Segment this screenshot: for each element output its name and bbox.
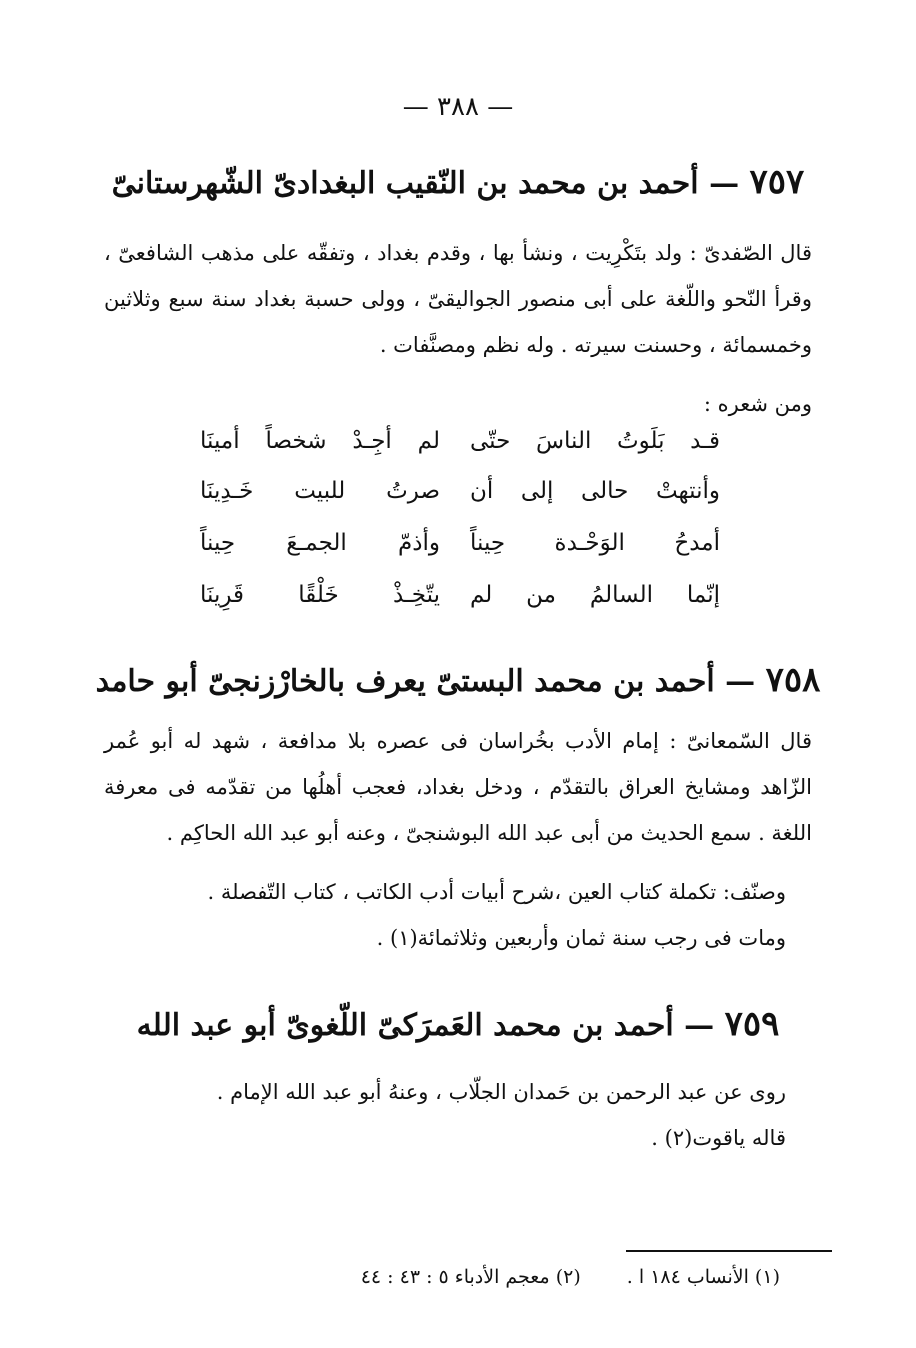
footnote-1: (١) الأنساب ١٨٤ ا . — [626, 1266, 780, 1288]
entry-title: — أحمد بن محمد العَمرَكىّ اللّغوىّ أبو عبد الله — [136, 1008, 715, 1043]
entry-758-death: ومات فى رجب سنة ثمان وأربعين وثلاثمائة(١) . — [376, 926, 786, 950]
entry-759-heading — [60, 1004, 856, 1044]
poem-intro: ومن شعره : — [703, 392, 812, 416]
entry-title: — أحمد بن محمد بن النّقيب البغدادىّ الشّهرستانىّ — [111, 166, 740, 201]
verse — [200, 582, 720, 632]
entry-title: — أحمد بن محمد البستىّ يعرف بالخارْزنجىّ أبو حامد — [95, 664, 756, 699]
entry-757-heading — [60, 162, 856, 202]
verse-second-hemistich: يتّخِـذْ خَلْقًا قَرِينَا — [200, 582, 440, 608]
verse — [200, 428, 720, 478]
footnote-divider — [626, 1250, 832, 1252]
verse — [200, 530, 720, 580]
verse — [200, 478, 720, 528]
entry-759-source: قاله ياقوت(٢) . — [651, 1126, 786, 1150]
page-number: — ٣٨٨ — — [402, 92, 514, 122]
verse-first-hemistich: إنّما السالمُ من لم — [470, 582, 720, 608]
entry-758-heading — [60, 660, 856, 700]
verse-first-hemistich: أمدحُ الوَحْـدة حِيناً — [470, 530, 720, 556]
entry-757-paragraph: قال الصّفدىّ : ولد بتَكْرِيت ، ونشأ بها ، وقدم بغداد ، وتفقّه على مذهب الشافعىّ ، وقرأ النّحو واللّغة على أبى منصور الجواليقىّ ، وولى حسبة بغداد سنة سبع وثلاثين وخمسمائة ، وحسنت سيرته . وله نظم ومصنَّفات . — [104, 241, 812, 357]
entry-number: ٧٥٧ — [749, 162, 805, 202]
entry-number: ٧٥٨ — [765, 660, 821, 700]
verse-second-hemistich: لم أجِـدْ شخصاً أمينَا — [200, 428, 440, 454]
verse-second-hemistich: وأذمّ الجمـعَ حِيناً — [200, 530, 440, 556]
footnote-2: (٢) معجم الأدباء ٥ : ٤٣ : ٤٤ — [360, 1266, 581, 1288]
footnotes — [321, 1266, 780, 1288]
entry-758-works: وصنّف: تكملة كتاب العين ،شرح أبيات أدب الكاتب ، كتاب التّفصلة . — [207, 880, 786, 904]
verse-first-hemistich: قـد بَلَوتُ الناسَ حتّى — [470, 428, 720, 454]
verse-second-hemistich: صرتُ للبيت خَـدِينَا — [200, 478, 440, 504]
entry-758-paragraph: قال السّمعانىّ : إمام الأدب بخُراسان فى عصره بلا مدافعة ، شهد له أبو عُمر الزّاهد ومشايخ العراق بالتقدّم ، ودخل بغداد، فعجب أهلُها من تقدّمه فى معرفة اللغة . سمع الحديث من أبى عبد الله البوشنجىّ ، وعنه أبو عبد الله الحاكِم . — [104, 729, 812, 845]
verse-first-hemistich: وأنتهتْ حالى إلى أن — [470, 478, 720, 504]
entry-759-line: روى عن عبد الرحمن بن حَمدان الجلّاب ، وعنهُ أبو عبد الله الإمام . — [216, 1080, 786, 1104]
entry-number: ٧٥٩ — [724, 1004, 780, 1044]
